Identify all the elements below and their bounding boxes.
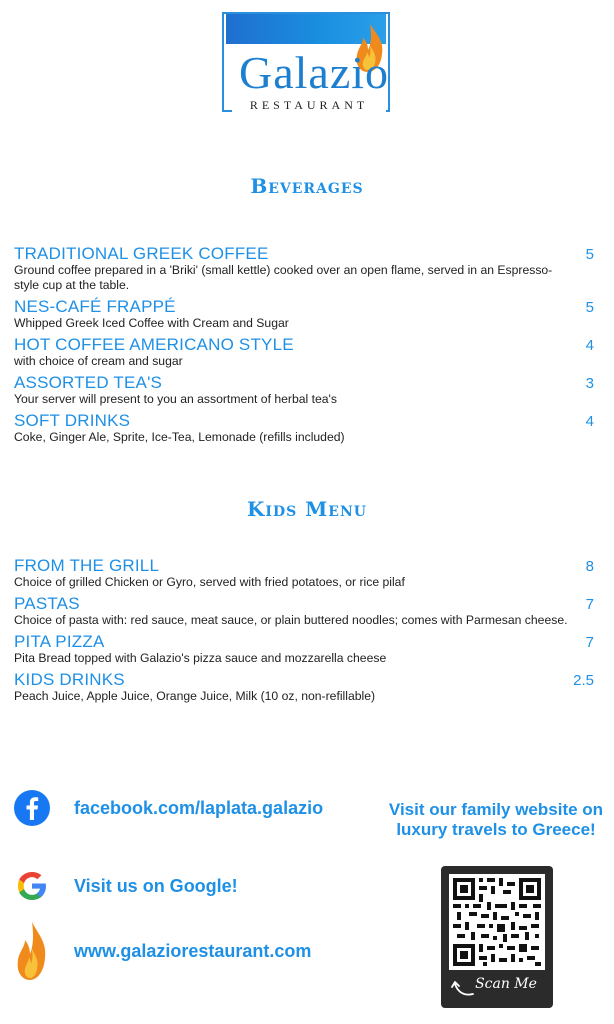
menu-item xyxy=(14,556,594,590)
item-price: 5 xyxy=(585,299,594,316)
item-price: 7 xyxy=(585,634,594,651)
menu-item xyxy=(14,335,594,369)
menu-item xyxy=(14,594,594,628)
menu-item xyxy=(14,244,594,293)
beverages-list xyxy=(14,244,594,445)
item-price: 3 xyxy=(585,375,594,392)
facebook-link-row[interactable] xyxy=(14,790,354,826)
item-name: SOFT DRINKS xyxy=(14,411,131,430)
menu-item xyxy=(14,411,594,445)
flame-icon xyxy=(14,920,50,982)
item-description: Ground coffee prepared in a 'Briki' (small kettle) cooked over an open flame, served in an Espresso-style cup at the table. xyxy=(14,263,553,292)
item-name: PASTAS xyxy=(14,594,80,613)
item-name: KIDS DRINKS xyxy=(14,670,125,689)
item-name: ASSORTED TEA'S xyxy=(14,373,163,392)
menu-item xyxy=(14,670,594,704)
google-link[interactable]: Visit us on Google! xyxy=(74,876,238,896)
menu-item xyxy=(14,632,594,666)
kids-menu-list xyxy=(14,556,594,704)
menu-item xyxy=(14,297,594,331)
restaurant-logo xyxy=(222,12,406,116)
item-price: 5 xyxy=(585,246,594,263)
item-price: 2.5 xyxy=(573,672,594,689)
website-link-row[interactable] xyxy=(14,920,311,982)
website-link[interactable]: www.galaziorestaurant.com xyxy=(74,941,312,961)
item-name: HOT COFFEE AMERICANO STYLE xyxy=(14,335,294,354)
item-name: PITA PIZZA xyxy=(14,632,105,651)
item-description: Peach Juice, Apple Juice, Orange Juice, Milk (10 oz, non-refillable) xyxy=(14,689,376,703)
item-price: 4 xyxy=(585,337,594,354)
item-name: NES-CAFÉ FRAPPÉ xyxy=(14,297,176,316)
family-website-promo: Visit our family website on luxury travels to Greece! xyxy=(388,800,604,839)
google-icon[interactable] xyxy=(14,868,50,904)
item-description: Coke, Ginger Ale, Sprite, Ice-Tea, Lemonade (refills included) xyxy=(14,430,345,444)
facebook-icon[interactable] xyxy=(14,790,50,826)
item-price: 4 xyxy=(585,413,594,430)
scan-me-label: Scan Me xyxy=(475,976,537,992)
kids-menu-title: Kids Menu xyxy=(247,497,367,521)
item-description: Whipped Greek Iced Coffee with Cream and Sugar xyxy=(14,316,289,330)
qr-code-card[interactable] xyxy=(441,866,553,1008)
item-name: FROM THE GRILL xyxy=(14,556,160,575)
item-description: Pita Bread topped with Galazio's pizza sauce and mozzarella cheese xyxy=(14,651,387,665)
item-description: Your server will present to you an assortment of herbal tea's xyxy=(14,392,337,406)
item-description: Choice of grilled Chicken or Gyro, served with fried potatoes, or rice pilaf xyxy=(14,575,405,589)
menu-item xyxy=(14,373,594,407)
item-price: 8 xyxy=(585,558,594,575)
qr-code[interactable] xyxy=(449,874,545,970)
logo-subtitle: RESTAURANT xyxy=(232,98,386,113)
google-link-row[interactable] xyxy=(14,868,238,904)
beverages-title: Beverages xyxy=(250,174,364,198)
facebook-link[interactable]: facebook.com/laplata.galazio xyxy=(74,798,324,818)
item-price: 7 xyxy=(585,596,594,613)
item-name: TRADITIONAL GREEK COFFEE xyxy=(14,244,269,263)
logo-name: Galazio xyxy=(238,47,390,98)
item-description: with choice of cream and sugar xyxy=(14,354,183,368)
item-description: Choice of pasta with: red sauce, meat sauce, or plain buttered noodles; comes with Parmesan cheese. xyxy=(14,613,568,627)
